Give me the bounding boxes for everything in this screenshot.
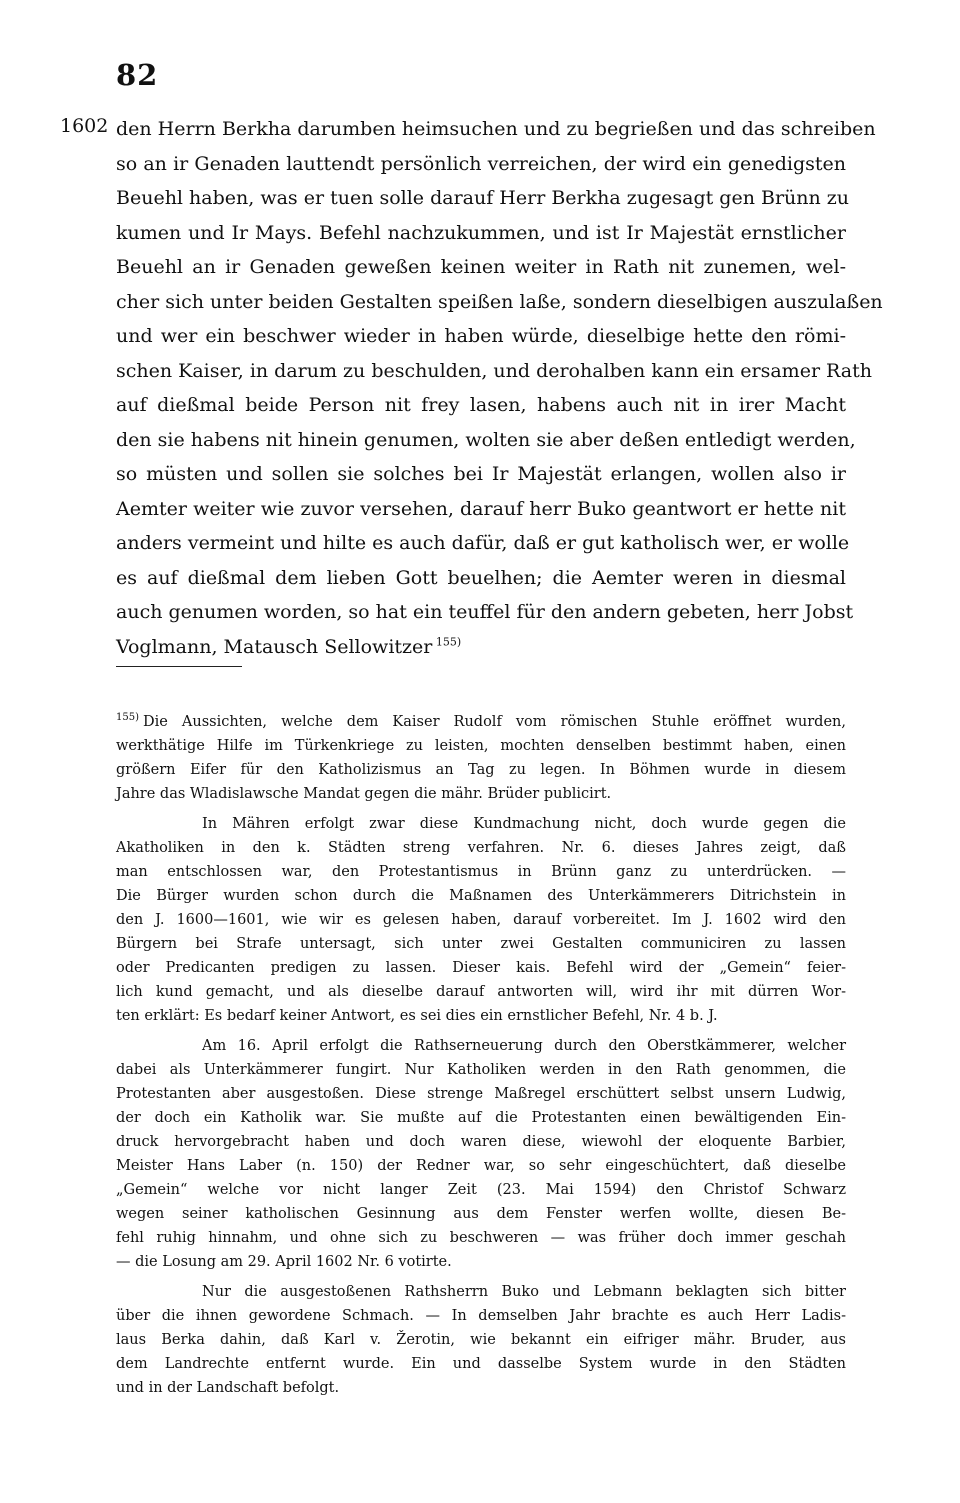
footnote-line: größern Eifer für den Katholizismus an Tag zu legen. In Böhmen wurde in diesem bbox=[116, 762, 846, 778]
footnote-paragraph bbox=[116, 1280, 846, 1400]
main-text-line: den sie habens nit hinein genumen, wolten sie aber deßen entledigt werden, bbox=[116, 428, 856, 451]
footnote-line: werkthätige Hilfe im Türkenkriege zu leisten, mochten denselben bestimmt haben, einen bbox=[116, 738, 846, 754]
footnote-paragraph bbox=[116, 1034, 846, 1274]
footnote-line: über die ihnen gewordene Schmach. — In demselben Jahr brachte es auch Herr Ladis- bbox=[116, 1308, 846, 1324]
main-text-line: es auf dießmal dem lieben Gott beuelhen; die Aemter weren in diesmal bbox=[116, 566, 846, 589]
main-text-line: den Herrn Berkha darumben heimsuchen und zu begrießen und das schreiben bbox=[116, 118, 876, 140]
margin-year: 1602 bbox=[60, 115, 109, 137]
footnote-line: Jahre das Wladislawsche Mandat gegen die mähr. Brüder publicirt. bbox=[116, 786, 612, 802]
footnote-line: Meister Hans Laber (n. 150) der Redner war, so sehr eingeschüchtert, daß dieselbe bbox=[116, 1158, 846, 1174]
footnote-section bbox=[116, 710, 846, 1406]
footnote-line: man entschlossen war, den Protestantismus in Brünn ganz zu unterdrücken. — bbox=[116, 864, 846, 880]
main-text-line: so müsten und sollen sie solches bei Ir Majestät erlangen, wollen also ir bbox=[116, 463, 846, 485]
main-text-line: und wer ein beschwer wieder in haben würde, dieselbige hette den römi- bbox=[116, 325, 846, 347]
footnote-paragraph bbox=[116, 812, 846, 1028]
footnote-line: lich kund gemacht, und als dieselbe darauf antworten will, wird ihr mit dürren Wor- bbox=[116, 984, 846, 1000]
footnote-divider bbox=[116, 666, 242, 667]
main-text-line: auf dießmal beide Person nit frey lasen, habens auch nit in irer Macht bbox=[116, 394, 846, 416]
footnote-line: — die Losung am 29. April 1602 Nr. 6 votirte. bbox=[116, 1254, 452, 1270]
main-text-line: Beuehl haben, was er tuen solle darauf Herr Berkha zugesagt gen Brünn zu bbox=[116, 187, 850, 209]
footnote-line: ten erklärt: Es bedarf keiner Antwort, es sei dies ein ernstlicher Befehl, Nr. 4 b. J. bbox=[116, 1008, 718, 1024]
main-text-line: Beuehl an ir Genaden geweßen keinen weiter in Rath nit zunemen, wel- bbox=[116, 256, 846, 278]
main-text-line: anders vermeint und hilte es auch dafür, daß er gut katholisch wer, er wolle bbox=[116, 532, 850, 554]
footnote-line: Die Bürger wurden schon durch die Maßnamen des Unterkämmerers Ditrichstein in bbox=[116, 888, 846, 904]
footnote-line: der doch ein Katholik war. Sie mußte auf die Protestanten einen bewältigenden Ein- bbox=[116, 1110, 846, 1126]
footnote-marker: 155) bbox=[116, 712, 139, 724]
main-text-line: Voglmann, Matausch Sellowitzer $^{155)}$ bbox=[116, 635, 462, 658]
footnote-line: fehl ruhig hinnahm, und ohne sich zu beschweren — was früher doch immer geschah bbox=[116, 1230, 846, 1246]
footnote-line: Bürgern bei Strafe untersagt, sich unter zwei Gestalten communiciren zu lassen bbox=[116, 936, 846, 952]
footnote-line: wegen seiner katholischen Gesinnung aus dem Fenster werfen wollte, diesen Be- bbox=[116, 1206, 846, 1222]
footnote-line: dabei als Unterkämmerer fungirt. Nur Katholiken werden in den Rath genommen, die bbox=[116, 1062, 846, 1078]
main-text-line: kumen und Ir Mays. Befehl nachzukummen, und ist Ir Majestät ernstlicher bbox=[116, 221, 846, 244]
footnote-line: Nur die ausgestoßenen Rathsherrn Buko und Lebmann beklagten sich bitter bbox=[202, 1284, 846, 1300]
main-text-line: Aemter weiter wie zuvor versehen, darauf herr Buko geantwort er hette nit bbox=[116, 497, 846, 520]
main-text-body bbox=[116, 112, 883, 664]
footnote-line: Am 16. April erfolgt die Rathserneuerung durch den Oberstkämmerer, welcher bbox=[202, 1038, 846, 1054]
main-text-line: auch genumen worden, so hat ein teuffel für den andern gebeten, herr Jobst bbox=[116, 601, 854, 623]
footnote-line: den J. 1600—1601, wie wir es gelesen haben, darauf vorbereitet. Im J. 1602 wird den bbox=[116, 912, 846, 928]
footnote-paragraph bbox=[116, 710, 846, 806]
footnote-line: dem Landrechte entfernt wurde. Ein und dasselbe System wurde in den Städten bbox=[116, 1356, 846, 1372]
main-text-line: cher sich unter beiden Gestalten speißen laße, sondern dieselbigen auszulaßen bbox=[116, 290, 883, 313]
main-text-line: so an ir Genaden lauttendt persönlich verreichen, der wird ein genedigsten bbox=[116, 152, 846, 175]
footnote-line: In Mähren erfolgt zwar diese Kundmachung nicht, doch wurde gegen die bbox=[202, 816, 846, 832]
footnote-line: und in der Landschaft befolgt. bbox=[116, 1380, 340, 1396]
footnote-line: laus Berka dahin, daß Karl v. Žerotin, wie bekannt ein eifriger mähr. Bruder, aus bbox=[116, 1332, 846, 1348]
footnote-line: Akatholiken in den k. Städten streng verfahren. Nr. 6. dieses Jahres zeigt, daß bbox=[116, 840, 846, 856]
footnote-line: Protestanten aber ausgestoßen. Diese strenge Maßregel erschüttert selbst unsern Ludwig, bbox=[116, 1086, 846, 1102]
footnote-line: oder Predicanten predigen zu lassen. Dieser kais. Befehl wird der „Gemein“ feier- bbox=[116, 960, 846, 976]
main-text-line: schen Kaiser, in darum zu beschulden, und derohalben kann ein ersamer Rath bbox=[116, 359, 873, 382]
footnote-line: druck hervorgebracht haben und doch waren diese, wiewohl der eloquente Barbier, bbox=[116, 1134, 846, 1150]
footnote-line: $^{155)}$ Die Aussichten, welche dem Kaiser Rudolf vom römischen Stuhle eröffnet wurden, bbox=[116, 712, 846, 730]
footnote-line: „Gemein“ welche vor nicht langer Zeit (23. Mai 1594) den Christof Schwarz bbox=[116, 1182, 846, 1198]
page-number: 82 bbox=[116, 58, 159, 92]
footnote-reference: 155) bbox=[432, 635, 462, 649]
